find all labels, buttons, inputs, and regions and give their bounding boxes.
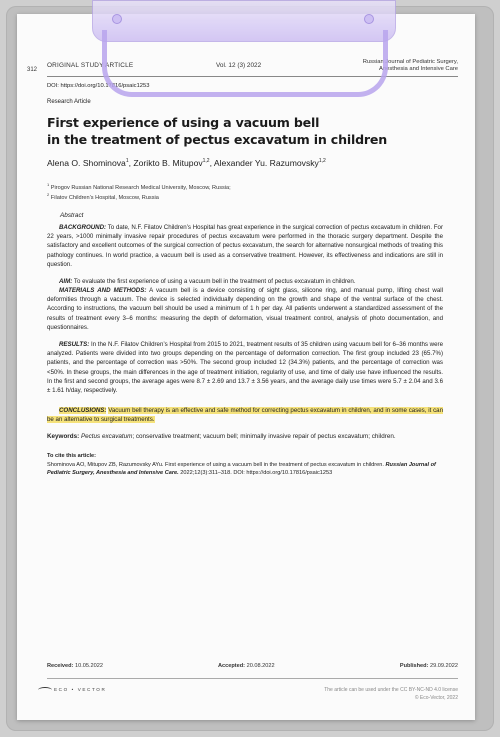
author-2-sup: 1,2 bbox=[202, 158, 210, 165]
abstract-aim bbox=[47, 277, 443, 286]
affiliation-1 bbox=[47, 182, 231, 191]
journal-name-line1: Russian Journal of Pediatric Surgery, bbox=[362, 59, 458, 65]
aim-text: To evaluate the first experience of using a vacuum bell in the treatment of pectus excavatum in children. bbox=[73, 278, 356, 285]
page-number: 312 bbox=[27, 67, 38, 73]
conclusions-label: CONCLUSIONS: bbox=[59, 407, 107, 414]
journal-name-line2: Anesthesia and Intensive Care bbox=[379, 65, 458, 72]
author-3: Alexander Yu. Razumovsky bbox=[213, 158, 319, 168]
abstract-conclusions bbox=[47, 406, 443, 424]
title-line1: First experience of using a vacuum bell bbox=[47, 115, 320, 130]
conclusions-text: Vacuum bell therapy is an effective and safe method for correcting pectus excavatum in children, and in some cases, it can be an alternative to surgical treatments. bbox=[47, 407, 444, 424]
citation-label: To cite this article: bbox=[47, 453, 97, 459]
results-label: RESULTS: bbox=[59, 341, 90, 348]
methods-label: MATERIALS AND METHODS: bbox=[59, 287, 147, 294]
keywords-first: Pectus excavatum bbox=[80, 433, 133, 440]
keywords-label: Keywords: bbox=[47, 433, 80, 440]
published-label: Published: bbox=[399, 663, 429, 669]
author-1-sup: 1 bbox=[125, 158, 129, 165]
keywords-rest: ; conservative treatment; vacuum bell; minimally invasive repair of pectus excavatum; children. bbox=[132, 433, 396, 440]
volume-label: Vol. 12 (3) 2022 bbox=[216, 62, 262, 69]
received-label: Received: bbox=[47, 663, 74, 669]
citation-rest: 2022;12(3):311–318. DOI: https://doi.org/10.17816/psaic1253 bbox=[180, 470, 333, 477]
publisher-logo-icon bbox=[38, 687, 52, 693]
article-title bbox=[47, 114, 387, 148]
published-value: 29.09.2022 bbox=[430, 663, 458, 669]
results-text: In the N.F. Filatov Children’s Hospital from 2015 to 2021, treatment results of 35 children using vacuum bell for 6–36 months were analyzed. Patients were divided into two groups depending on the percentage of deformation correction. The first group included 23 (65.7%) patients, and the percentage of correction was >50%. The second group included 12 (34.3%) patients, and the percentage of correction was <50%. In these groups, the main differences in the age of treatment initiation, regularity of use, and time of daily use have influenced the results. In the first and second groups, the average ages were 8.7 ± 2.69 and 13.7 ± 3.56 years, and the average daily use times were 5.7 ± 2.04 and 3.6 ± 1.61 h/day, respectively. bbox=[47, 341, 443, 394]
clip-screw-right bbox=[364, 14, 374, 24]
author-2: Zorikto B. Mitupov bbox=[133, 158, 203, 168]
clipboard-clip bbox=[92, 0, 394, 118]
accepted-label: Accepted: bbox=[218, 663, 246, 669]
citation bbox=[47, 461, 443, 478]
footer-rule bbox=[47, 678, 458, 679]
received-value: 10.05.2022 bbox=[75, 663, 103, 669]
clip-handle bbox=[102, 30, 388, 97]
affiliation-1-text: Pirogov Russian National Research Medical University, Moscow, Russia; bbox=[50, 184, 231, 191]
citation-text: Shominova AO, Mitupov ZB, Razumovsky AYu. First experience of using a vacuum bell in the treatment of pectus excavatum in children. bbox=[47, 462, 384, 468]
publisher-logo bbox=[38, 687, 106, 693]
author-1: Alena O. Shominova bbox=[47, 158, 126, 168]
author-3-sup: 1,2 bbox=[318, 158, 326, 165]
section-label: ORIGINAL STUDY ARTICLE bbox=[47, 62, 134, 69]
abstract-methods bbox=[47, 286, 443, 332]
affiliation-1-sup: 1 bbox=[47, 182, 50, 187]
background-label: BACKGROUND: bbox=[59, 224, 107, 231]
doi-link[interactable]: DOI: https://doi.org/10.17816/psaic1253 bbox=[47, 83, 150, 89]
citation-journal: Russian Journal of Pediatric Surgery, Anesthesia and Intensive Care. bbox=[47, 462, 436, 477]
license-line1: The article can be used under the CC BY-NC-ND 4.0 license bbox=[324, 687, 458, 693]
methods-text: A vacuum bell is a device consisting of sight glass, silicone ring, and manual pump, lifting chest wall deformities through a vacuum. The device is selected individually depending on the growth and shape of the ventral surface of the chest. According to instructions, the vacuum bell should be used a minimum of 1 h per day. All patients underwent a standardized assessment of the results of treatment every 3–6 months: measuring the depth of deformation, visual treatment control, analysis of photo documentation, and questionnaires. bbox=[47, 287, 444, 331]
received-date bbox=[47, 663, 103, 669]
author-list: Alena O. Shominova$^1$, Zorikto B. Mitupov$^{1,2}$, Alexander Yu. Razumovsky$^{1,2}$ bbox=[47, 158, 326, 168]
license-line2: © Eco-Vector, 2022 bbox=[414, 694, 458, 701]
accepted-date bbox=[218, 663, 275, 669]
published-date bbox=[400, 663, 458, 669]
aim-label: AIM: bbox=[59, 278, 73, 285]
publisher-name: ECO • VECTOR bbox=[54, 687, 107, 693]
title-line2: in the treatment of pectus excavatum in children bbox=[47, 132, 387, 147]
abstract-results bbox=[47, 340, 443, 395]
license-note bbox=[324, 687, 458, 703]
background-text: To date, N.F. Filatov Children’s Hospital has great experience in the surgical correction of pectus excavatum in children. For 22 years, >1000 minimally invasive repair procedures of pectus excavatum were performed in the thoracic surgery department. Despite the satisfactory and excellent outcomes of the surgical correction of pectus excavatum, the search for alternative nonsurgical methods of treating this pathology continues. In world practice, a vacuum bell is used as a conservative treatment. However, its effectiveness and indications are still in question. bbox=[47, 224, 443, 268]
article-type: Research Article bbox=[47, 99, 91, 105]
accepted-value: 20.08.2022 bbox=[246, 663, 275, 669]
clip-screw-left bbox=[112, 14, 122, 24]
abstract-heading: Abstract bbox=[60, 212, 84, 219]
affiliation-2-sup: 2 bbox=[47, 192, 50, 197]
affiliation-2-text: Filatov Children’s Hospital, Moscow, Russia bbox=[50, 194, 159, 201]
affiliation-2 bbox=[47, 192, 159, 201]
keywords bbox=[47, 433, 447, 440]
abstract-background bbox=[47, 223, 443, 269]
